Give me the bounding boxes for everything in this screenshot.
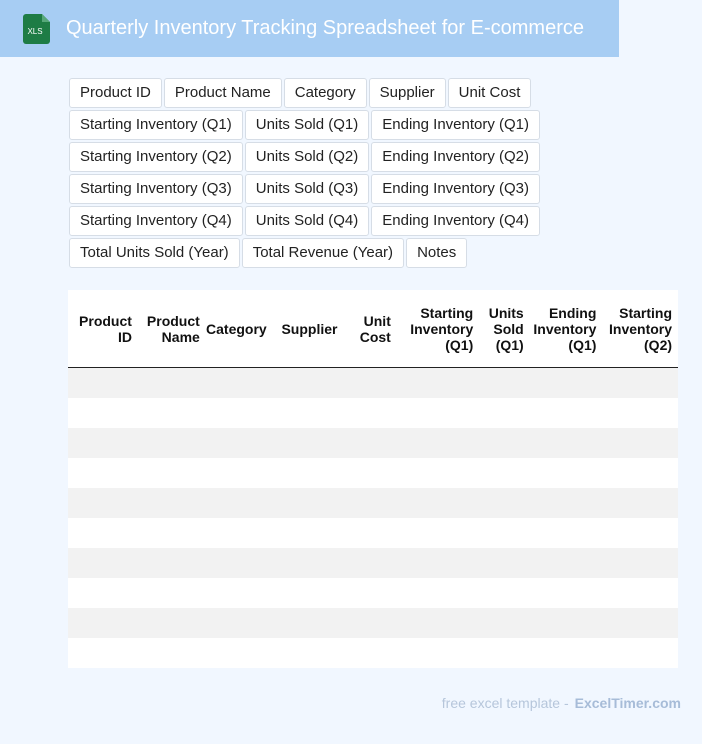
column-header-line: Inventory <box>410 320 474 337</box>
column-chip[interactable]: Starting Inventory (Q3) <box>69 174 243 204</box>
footer <box>442 695 681 711</box>
column-header[interactable] <box>138 290 206 367</box>
column-header-line: Supplier <box>281 320 338 337</box>
column-header[interactable] <box>602 290 678 367</box>
column-header-line: Unit <box>363 312 391 329</box>
table-row[interactable] <box>68 428 678 458</box>
column-header[interactable] <box>206 290 273 367</box>
column-header-label <box>206 321 267 337</box>
column-header-line: Cost <box>359 328 391 345</box>
table-row[interactable] <box>68 398 678 428</box>
column-chip[interactable]: Units Sold (Q1) <box>245 110 370 140</box>
column-header-line: (Q1) <box>445 336 474 353</box>
xls-icon-label: XLS <box>27 27 43 36</box>
column-header-label <box>147 313 200 345</box>
column-chip[interactable]: Total Units Sold (Year) <box>69 238 240 268</box>
column-header-label <box>360 313 391 345</box>
column-header-label <box>609 305 672 353</box>
chip-row <box>69 78 549 108</box>
table-body <box>68 368 678 668</box>
table-row[interactable] <box>68 368 678 398</box>
chip-row <box>69 206 549 236</box>
column-header-line: ID <box>117 328 132 345</box>
column-header-label <box>410 305 473 353</box>
column-chip[interactable]: Starting Inventory (Q2) <box>69 142 243 172</box>
title-bar <box>0 0 619 57</box>
column-header-label <box>533 305 596 353</box>
column-chip[interactable]: Unit Cost <box>448 78 532 108</box>
chip-row <box>69 142 549 172</box>
table-row[interactable] <box>68 608 678 638</box>
column-chip[interactable]: Supplier <box>369 78 446 108</box>
column-chip-list <box>69 78 549 270</box>
column-header-line: Category <box>206 320 267 337</box>
page-title: Quarterly Inventory Tracking Spreadsheet for E-commerce <box>66 17 584 39</box>
table-header <box>68 290 678 368</box>
footer-brand-link[interactable]: ExcelTimer.com <box>574 695 681 711</box>
column-header-label <box>281 321 337 337</box>
column-header-line: Inventory <box>533 320 597 337</box>
column-chip[interactable]: Units Sold (Q3) <box>245 174 370 204</box>
column-header-line: Inventory <box>609 320 673 337</box>
column-header[interactable] <box>72 290 138 367</box>
column-chip[interactable]: Product Name <box>164 78 282 108</box>
chip-row <box>69 174 549 204</box>
column-chip[interactable]: Notes <box>406 238 467 268</box>
column-header-line: Product <box>146 312 200 329</box>
column-header-line: (Q1) <box>568 336 597 353</box>
column-chip[interactable]: Product ID <box>69 78 162 108</box>
chip-row <box>69 110 549 140</box>
column-header-line: (Q1) <box>495 336 524 353</box>
column-chip[interactable]: Starting Inventory (Q4) <box>69 206 243 236</box>
column-header-line: (Q2) <box>644 336 673 353</box>
column-chip[interactable]: Starting Inventory (Q1) <box>69 110 243 140</box>
footer-text: free excel template - <box>441 695 569 711</box>
inventory-table <box>68 290 678 668</box>
column-header[interactable] <box>273 290 344 367</box>
column-chip[interactable]: Ending Inventory (Q1) <box>371 110 540 140</box>
column-header-line: Name <box>161 328 200 345</box>
column-header[interactable] <box>530 290 603 367</box>
table-row[interactable] <box>68 638 678 668</box>
column-chip[interactable]: Category <box>284 78 367 108</box>
column-chip[interactable]: Units Sold (Q2) <box>245 142 370 172</box>
column-chip[interactable]: Ending Inventory (Q4) <box>371 206 540 236</box>
column-chip[interactable]: Units Sold (Q4) <box>245 206 370 236</box>
table-row[interactable] <box>68 548 678 578</box>
column-header-line: Units <box>488 304 524 321</box>
xls-file-icon <box>22 14 50 44</box>
chip-row <box>69 238 549 268</box>
column-header[interactable] <box>479 290 529 367</box>
column-chip[interactable]: Ending Inventory (Q2) <box>371 142 540 172</box>
column-chip[interactable]: Ending Inventory (Q3) <box>371 174 540 204</box>
column-header-line: Sold <box>493 320 524 337</box>
table-row[interactable] <box>68 518 678 548</box>
column-header-line: Product <box>79 312 132 329</box>
table-row[interactable] <box>68 458 678 488</box>
table-row[interactable] <box>68 488 678 518</box>
column-header-label <box>489 305 524 353</box>
column-header-line: Ending <box>548 304 597 321</box>
table-row[interactable] <box>68 578 678 608</box>
column-chip[interactable]: Total Revenue (Year) <box>242 238 404 268</box>
column-header-line: Starting <box>619 304 673 321</box>
column-header-line: Starting <box>420 304 474 321</box>
column-header[interactable] <box>343 290 396 367</box>
column-header[interactable] <box>397 290 479 367</box>
column-header-label <box>79 313 132 345</box>
